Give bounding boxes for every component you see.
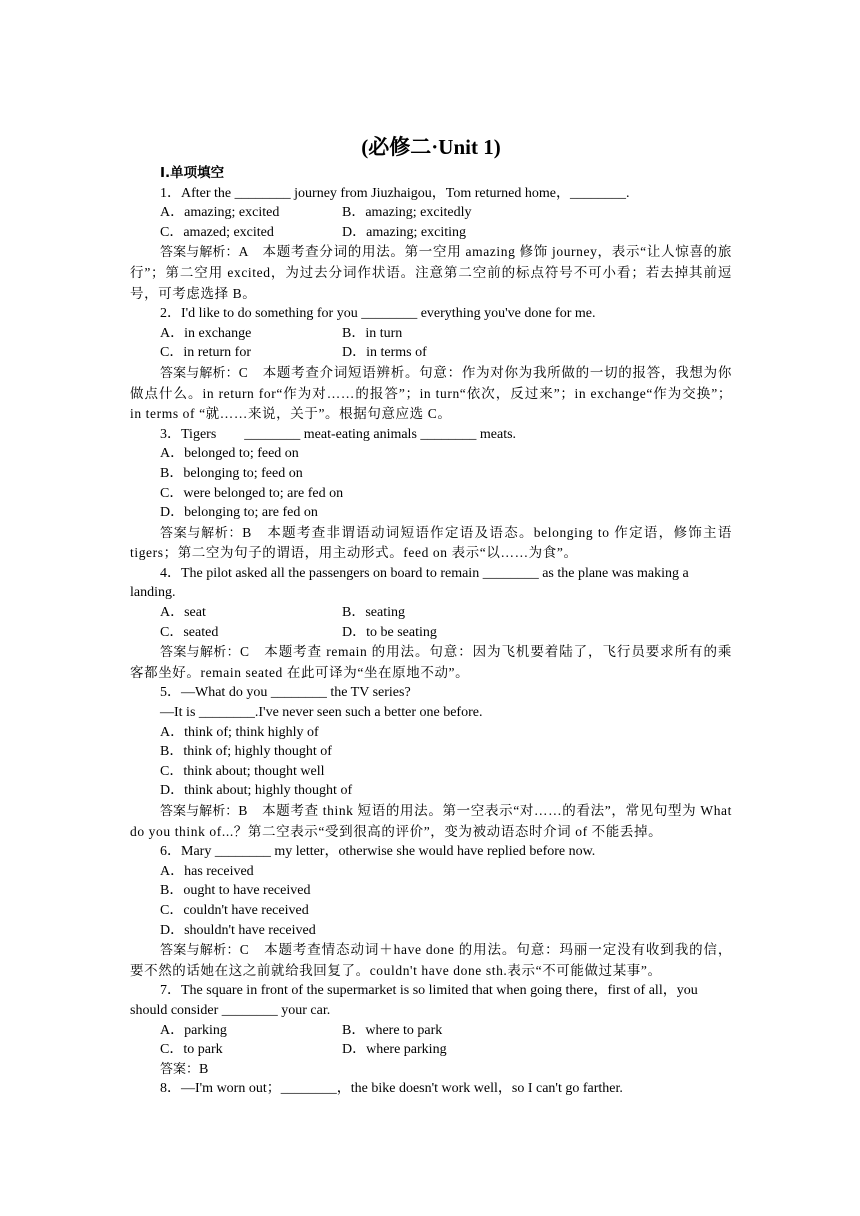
option-a: A．seat [160,605,206,621]
answer-label: 答案与解析： [160,365,239,381]
option-b: B．ought to have received [160,883,311,899]
option-c: C．seated [160,624,219,640]
option-a: A．in exchange [160,325,252,341]
question-1-options-row-1 [130,203,732,223]
option-d: D．in terms of [342,345,427,361]
option-d: D．belonging to; are fed on [160,505,318,521]
question-2-stem: 2．I'd like to do something for you ________ everything you've done for me. [160,306,596,322]
answer-label: 答案与解析： [160,645,240,661]
option-b: B．think of; highly thought of [160,744,332,760]
answer-explanation: C 本题考查情态动词＋have done 的用法。句意：玛丽一定没有收到我的信，要不然的话她在这之前就给我回复了。couldn't have done sth.表示“不可能做过某事”。 [130,942,732,978]
answer-explanation: B 本题考查非谓语动词短语作定语及语态。belonging to 作定语，修饰主语 tigers；第二空为句子的谓语，用主动形式。feed on 表示“以……为食”。 [130,524,732,561]
question-1-answer [130,242,732,304]
question-7-answer [130,1060,732,1080]
page-title: (必修二·Unit 1) [361,135,501,159]
option-a: A．think of; think highly of [160,724,319,740]
option-c: C．in return for [160,345,251,361]
answer-label: 答案与解析： [160,525,243,541]
option-c: C．amazed; excited [160,224,274,240]
question-7-options-row-1 [130,1021,732,1041]
option-d: D．shouldn't have received [160,922,316,938]
option-a: A．parking [160,1022,227,1038]
question-5-stem: 5．—What do you ________ the TV series? [160,685,411,701]
option-b: B．where to park [342,1022,443,1038]
question-2-options-row-1 [130,324,732,344]
section-heading: Ⅰ.单项填空 [160,165,225,181]
option-c: C．to park [160,1042,223,1058]
question-8-stem: 8．—I'm worn out；________，the bike doesn't work well，so I can't go farther. [160,1081,623,1097]
answer-label: 答案与解析： [160,943,240,959]
answer-explanation: A 本题考查分词的用法。第一空用 amazing 修饰 journey，表示“让人惊喜的旅行”；第二空用 excited，为过去分词作状语。注意第二空前的标点符号不可小看；若去掉其前逗号，可考虑选择 B。 [130,244,732,301]
option-b: B．belonging to; feed on [160,465,303,481]
question-1-stem: 1．After the ________ journey from Jiuzhaigou，Tom returned home，________. [160,185,630,201]
question-2-answer [130,363,732,425]
question-1-options-row-2 [130,223,732,243]
answer-label: 答案： [160,1061,200,1077]
option-d: D．think about; highly thought of [160,783,353,799]
answer-explanation: C 本题考查介词短语辨析。句意：作为对你为我所做的一切的报答，我想为你做点什么。in return for“作为对……的报答”；in turn“依次，反过来”；in exchange“作为交换”；in terms of “就……来说，关于”。根据句意应选 C。 [130,364,732,422]
question-7-options-row-2 [130,1040,732,1060]
option-b: B．in turn [342,325,403,341]
question-4-answer [130,642,732,683]
question-4-stem: 4．The pilot asked all the passengers on board to remain ________ as the plane was making a landing. [130,565,689,601]
answer-label: 答案与解析： [160,245,239,261]
option-a: A．belonged to; feed on [160,446,299,462]
option-c: C．were belonged to; are fed on [160,485,344,501]
question-4-options-row-2 [130,623,732,643]
option-d: D．where parking [342,1042,447,1058]
option-d: D．amazing; exciting [342,224,467,240]
answer-explanation: B 本题考查 think 短语的用法。第一空表示“对……的看法”，常见句型为 What do you think of...？第二空表示“受到很高的评价”，变为被动语态时介词 of 不能丢掉。 [130,803,732,839]
option-a: A．amazing; excited [160,205,280,221]
question-4-options-row-1 [130,603,732,623]
question-6-stem: 6．Mary ________ my letter，otherwise she would have replied before now. [160,844,596,860]
question-6-answer [130,940,732,981]
option-c: C．couldn't have received [160,902,309,918]
answer-value: B [199,1061,209,1077]
option-c: C．think about; thought well [160,763,325,779]
question-7-stem: 7．The square in front of the supermarket is so limited that when going there，first of all，you should consider ________ your car. [130,983,698,1018]
question-5-answer [130,801,732,842]
question-5-stem-line-2: —It is ________.I've never seen such a better one before. [160,705,483,721]
question-3-answer [130,523,732,564]
document-page [130,130,732,1099]
answer-label: 答案与解析： [160,804,239,819]
option-b: B．seating [342,605,405,621]
option-b: B．amazing; excitedly [342,205,472,221]
question-3-stem: 3．Tigers ________ meat-eating animals ________ meats. [160,426,517,442]
question-2-options-row-2 [130,343,732,363]
answer-explanation: C 本题考查 remain 的用法。句意：因为飞机要着陆了，飞行员要求所有的乘客都坐好。remain seated 在此可译为“坐在原地不动”。 [130,644,732,680]
option-d: D．to be seating [342,624,437,640]
option-a: A．has received [160,863,254,879]
